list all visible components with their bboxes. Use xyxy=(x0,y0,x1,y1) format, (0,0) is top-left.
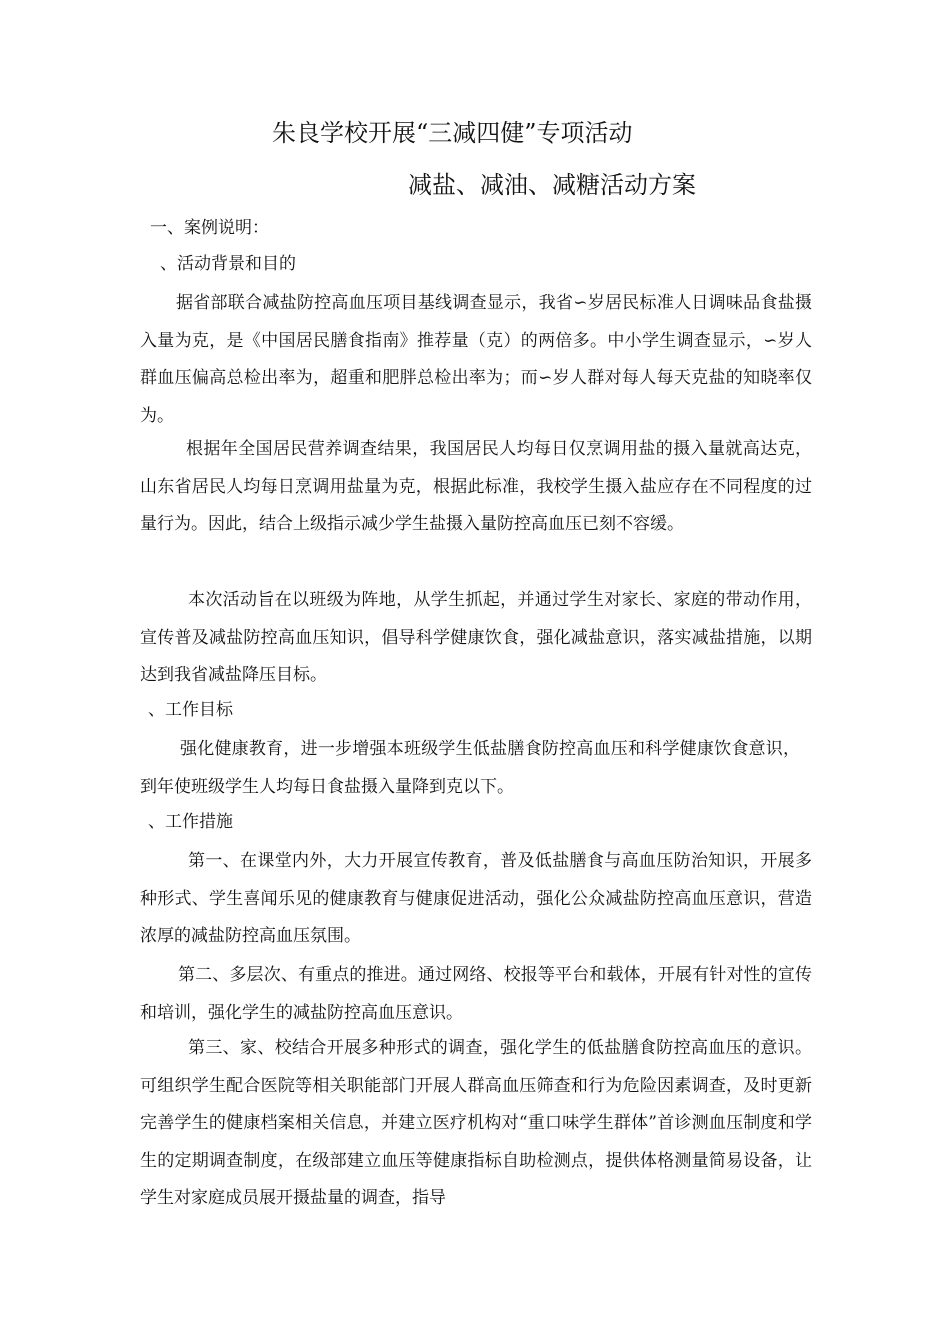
paragraph-background-2: 根据年全国居民营养调查结果，我国居民人均每日仅烹调用盐的摄入量就高达克，山东省居民人均每日烹调用盐量为克，根据此标准，我校学生摄入盐应存在不同程度的过量行为。因此，结合上级指示减少学生盐摄入量防控高血压已刻不容缓。 xyxy=(140,439,812,534)
paragraph-background-1: 据省部联合减盐防控高血压项目基线调查显示，我省∽岁居民标准人日调味品食盐摄入量为克，是《中国居民膳食指南》推荐量（克）的两倍多。中小学生调查显示，∽岁人群血压偏高总检出率为，超重和肥胖总检出率为；而∽岁人群对每人每天克盐的知晓率仅为。 xyxy=(140,293,812,426)
paragraph-background-3: 本次活动旨在以班级为阵地，从学生抓起，并通过学生对家长、家庭的带动作用，宣传普及减盐防控高血压知识，倡导科学健康饮食，强化减盐意识，落实减盐措施，以期达到我省减盐降压目标。 xyxy=(140,590,812,685)
subsection-heading-measures: 、工作措施 xyxy=(148,812,233,832)
subsection-heading-background: 、活动背景和目的 xyxy=(160,254,296,274)
document-title: 朱良学校开展“三减四健”专项活动 xyxy=(272,119,633,147)
document-subtitle: 减盐、减油、减糖活动方案 xyxy=(408,171,696,199)
paragraph-measure-3: 第三、家、校结合开展多种形式的调查，强化学生的低盐膳食防控高血压的意识。可组织学生配合医院等相关职能部门开展人群高血压筛查和行为危险因素调查，及时更新完善学生的健康档案相关信息，并建立医疗机构对“重口味学生群体”首诊测血压制度和学生的定期调查制度，在级部建立血压等健康指标自助检测点，提供体格测量简易设备，让学生对家庭成员展开摄盐量的调查，指导 xyxy=(140,1038,812,1208)
paragraph-measure-1: 第一、在课堂内外，大力开展宣传教育，普及低盐膳食与高血压防治知识，开展多种形式、学生喜闻乐见的健康教育与健康促进活动，强化公众减盐防控高血压意识，营造浓厚的减盐防控高血压氛围。 xyxy=(140,851,812,946)
subsection-heading-goal: 、工作目标 xyxy=(148,700,233,720)
paragraph-goal: 强化健康教育，进一步增强本班级学生低盐膳食防控高血压和科学健康饮食意识，到年使班级学生人均每日食盐摄入量降到克以下。 xyxy=(140,739,800,797)
paragraph-measure-2: 第二、多层次、有重点的推进。通过网络、校报等平台和载体，开展有针对性的宣传和培训，强化学生的减盐防控高血压意识。 xyxy=(140,965,812,1023)
section-heading-case: 一、案例说明： xyxy=(150,218,269,238)
